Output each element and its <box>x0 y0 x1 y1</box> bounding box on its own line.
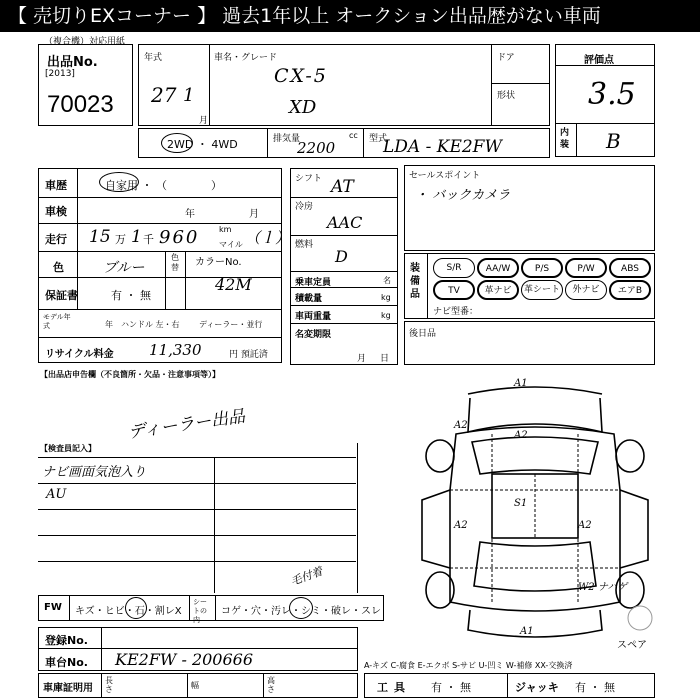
seat-items: コゲ・穴・汚レ・シミ・破レ・スレ <box>221 606 381 617</box>
inspector-note-1: ナビ画面気泡入り <box>42 465 147 480</box>
shift-label: シフト <box>295 174 323 184</box>
lot-box <box>38 44 133 126</box>
fw-items: キズ・ヒビ・石・割レX <box>75 606 182 617</box>
mileage-note: （ｌ） <box>245 229 291 247</box>
damage-legend: A-キズ C-腐食 E-エクボ S-サビ U-凹ミ W-補修 XX-交換済 <box>364 661 573 670</box>
jack-value: 有 ・ 無 <box>575 681 615 694</box>
form-note: （複合機）対応用紙 <box>44 37 126 47</box>
registration-box <box>38 627 358 671</box>
mileage-unit-km: km <box>219 225 232 234</box>
equipment-item: S/R <box>433 258 475 278</box>
inspector-label: 【検査員記入】 <box>40 444 96 453</box>
mileage-sen-unit: 千 <box>143 233 154 246</box>
tools-row <box>364 673 655 698</box>
spare-label: スペア <box>617 640 647 651</box>
model-type-label: 型式 <box>369 134 388 144</box>
handle-options: ハンドル 左・右 <box>121 320 180 329</box>
inspection-month-unit: 月 <box>249 209 259 220</box>
mileage-sen: 1 <box>131 227 142 247</box>
dealer-note: ディーラー出品 <box>126 406 247 443</box>
color-code-value: 42M <box>215 275 252 294</box>
warranty-label: 保証書 <box>45 289 78 302</box>
displacement-value: 2200 <box>297 139 336 157</box>
cert-width: 幅 <box>191 681 199 690</box>
cert-label: 車庫証明用 <box>43 683 93 694</box>
seat-label: シートの内 <box>193 598 207 624</box>
spec-row <box>138 128 550 158</box>
shape-label: 形状 <box>497 91 516 101</box>
color-code-label: カラーNo. <box>195 257 242 268</box>
model-year-label: 年式 <box>144 53 163 63</box>
mileage-man-unit: 万 <box>115 233 126 246</box>
mileage-man: 15 <box>89 227 111 247</box>
dealer-options: ディーラー・並行 <box>199 320 263 329</box>
history-selected-circle <box>99 172 139 192</box>
diagram-mark-front: A1 <box>514 378 528 389</box>
lot-year-tag: [2013] <box>45 69 75 79</box>
seat-circle <box>289 597 313 619</box>
fuel-label: 燃料 <box>295 240 314 250</box>
lot-label: 出品No. <box>47 55 98 70</box>
diagram-mark-roof: S1 <box>514 498 528 509</box>
equipment-item: P/S <box>521 258 563 278</box>
tools-value: 有 ・ 無 <box>431 681 471 694</box>
equipment-item: P/W <box>565 258 607 278</box>
fw-circle <box>125 597 147 619</box>
equipment-box <box>404 253 655 319</box>
name-change-unit: 月日 <box>357 354 404 364</box>
diagram-mark-fl-fender: A2 <box>454 420 468 431</box>
sales-point-box <box>404 165 655 251</box>
rear-box <box>404 321 655 365</box>
capacity-unit: 名 <box>383 276 391 285</box>
fuel-value: D <box>335 247 348 266</box>
original-color-label: 色替 <box>171 253 179 272</box>
displacement-label: 排気量 <box>273 134 301 144</box>
tools-label: 工具 <box>377 681 411 694</box>
equipment-item: 革シート <box>521 280 563 300</box>
lot-number: 70023 <box>47 91 114 118</box>
mid-table <box>290 168 404 365</box>
displacement-unit: cc <box>349 131 358 140</box>
interior-label: 内装 <box>560 128 570 150</box>
equipment-item: ABS <box>609 258 651 278</box>
mileage-unit-mile: マイル <box>219 240 243 249</box>
equipment-item: AA/W <box>477 258 519 278</box>
history-value: 自家用 ・ （ ） <box>105 179 222 192</box>
mileage-label: 走行 <box>45 233 67 246</box>
load-label: 積載量 <box>295 294 323 304</box>
interior-value: B <box>606 129 621 153</box>
car-name-label: 車名・グレード <box>214 53 278 63</box>
chassis-value: KE2FW - 200666 <box>115 650 254 669</box>
model-month-unit: 月 <box>199 116 209 126</box>
recycle-value: 11,330 <box>149 341 202 359</box>
weight-label: 車両重量 <box>295 312 332 322</box>
inspection-year-unit: 年 <box>185 209 195 220</box>
cert-height: 高さ <box>267 676 275 694</box>
drive-options: 2WD ・ 4WD <box>167 138 238 151</box>
mileage-rest: 960 <box>159 227 200 248</box>
chassis-label: 車台No. <box>45 656 88 669</box>
diagram-mark-right-door: A2 <box>578 520 592 531</box>
door-label: ドア <box>497 53 515 63</box>
sales-point-value: ・ バックカメラ <box>415 188 511 203</box>
inspection-label: 車検 <box>45 205 67 218</box>
equipment-item: 外ナビ <box>565 280 607 300</box>
model-year-row-year: 年 <box>105 320 113 329</box>
warranty-value: 有 ・ 無 <box>111 289 151 302</box>
recycle-unit: 円 預託済 <box>229 350 268 360</box>
history-label: 車歴 <box>45 179 67 192</box>
navi-model-label: ナビ型番： <box>433 307 479 317</box>
diagram-mark-hood: A2 <box>514 430 528 441</box>
color-label: 色 <box>53 261 64 274</box>
header-banner: 【 売切りEXコーナー 】 過去1年以上 オークション出品歴がない車両 <box>0 0 700 32</box>
drive-selected-circle <box>161 133 193 153</box>
shift-value: AT <box>331 177 354 197</box>
capacity-label: 乗車定員 <box>295 278 332 288</box>
ac-value: AAC <box>327 213 363 232</box>
score-box <box>555 44 655 157</box>
equipment-item: 革ナビ <box>477 280 519 300</box>
weight-unit: kg <box>381 311 391 320</box>
color-value: ブルー <box>103 260 145 276</box>
load-unit: kg <box>381 293 391 302</box>
model-year-row-label: モデル年式 <box>43 313 71 330</box>
cert-length: 長さ <box>105 676 113 694</box>
name-change-label: 名変期限 <box>295 330 332 340</box>
recycle-label: リサイクル料金 <box>45 349 114 360</box>
detail-table <box>38 168 291 363</box>
fw-row <box>38 595 384 624</box>
model-type-value: LDA - KE2FW <box>383 137 502 157</box>
model-month-value: 1 <box>183 85 195 106</box>
jack-label: ジャッキ <box>515 681 559 694</box>
model-year-value: 27 <box>151 83 177 107</box>
car-info-box <box>138 44 550 126</box>
equipment-item: エアB <box>609 280 651 300</box>
car-name-value: CX-5 <box>274 65 328 87</box>
inspector-note-2: AU <box>46 487 67 502</box>
diagram-mark-left-door: A2 <box>454 520 468 531</box>
grade-value: XD <box>289 97 317 118</box>
equipment-item: TV <box>433 280 475 300</box>
cert-box <box>38 673 358 698</box>
seat-note: 毛付着 <box>288 564 325 589</box>
score-value: 3.5 <box>588 77 636 112</box>
diagram-mark-rear: W2 ナハゲ <box>578 582 628 593</box>
car-damage-diagram <box>410 372 660 647</box>
seller-notes-label: 【出品店申告欄（不良箇所・欠品・注意事項等）】 <box>40 370 220 379</box>
equipment-label: 装備品 <box>410 263 420 300</box>
diagram-mark-back: A1 <box>520 626 534 637</box>
rear-label: 後日品 <box>409 329 437 339</box>
sales-point-label: セールスポイント <box>409 171 481 181</box>
score-label: 評価点 <box>584 55 614 66</box>
registration-label: 登録No. <box>45 634 88 647</box>
ac-label: 冷房 <box>295 202 314 212</box>
fw-label: FW <box>44 602 62 613</box>
